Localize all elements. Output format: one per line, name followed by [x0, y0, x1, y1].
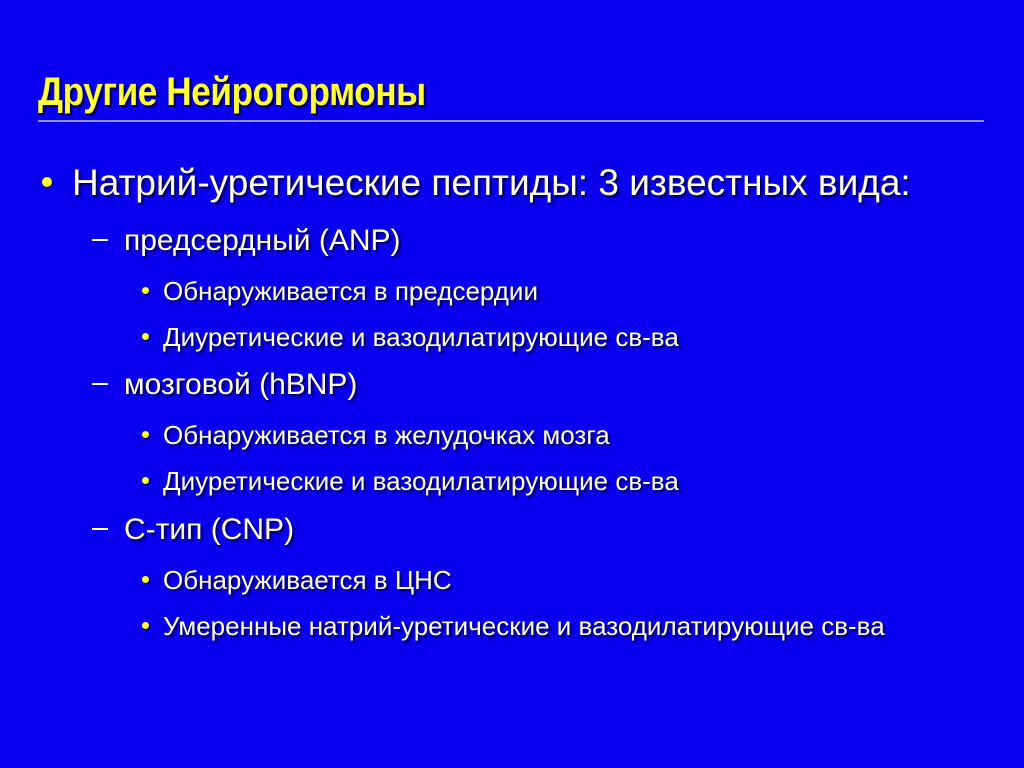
- bullet-icon: [142, 287, 149, 294]
- bullet-item-l1: [42, 162, 911, 204]
- bullet-icon: [42, 177, 52, 187]
- dash-icon: [92, 368, 110, 402]
- bullet-icon: [142, 477, 149, 484]
- dash-icon: [92, 224, 110, 258]
- dash-item-l2: [92, 368, 357, 402]
- slide-title: Другие Нейрогормоны: [38, 70, 426, 114]
- item-text: Диуретические и вазодилатирующие св-ва: [163, 466, 679, 496]
- item-text: Обнаруживается в желудочках мозга: [163, 420, 610, 450]
- item-text: С-тип (CNP): [124, 513, 295, 546]
- bullet-item-l3: [142, 466, 679, 497]
- title-divider: [38, 120, 984, 122]
- bullet-item-l3: [142, 565, 452, 596]
- bullet-item-l3: [142, 420, 610, 451]
- dash-item-l2: [92, 513, 294, 547]
- item-text: Диуретические и вазодилатирующие св-ва: [163, 322, 679, 352]
- bullet-item-l3: [142, 611, 885, 642]
- bullet-icon: [142, 333, 149, 340]
- bullet-icon: [142, 576, 149, 583]
- bullet-item-l3: [142, 322, 679, 353]
- item-text: Натрий-уретические пептиды: 3 известных вида:: [72, 162, 911, 203]
- item-text: мозговой (hBNP): [124, 368, 358, 401]
- item-text: Обнаруживается в предсердии: [163, 276, 538, 306]
- bullet-icon: [142, 622, 149, 629]
- bullet-item-l3: [142, 276, 538, 307]
- bullet-icon: [142, 431, 149, 438]
- item-text: Обнаруживается в ЦНС: [163, 565, 452, 595]
- dash-item-l2: [92, 224, 401, 258]
- dash-icon: [92, 513, 110, 547]
- item-text: Умеренные натрий-уретические и вазодилатирующие св-ва: [163, 611, 885, 641]
- item-text: предсердный (ANP): [124, 224, 401, 257]
